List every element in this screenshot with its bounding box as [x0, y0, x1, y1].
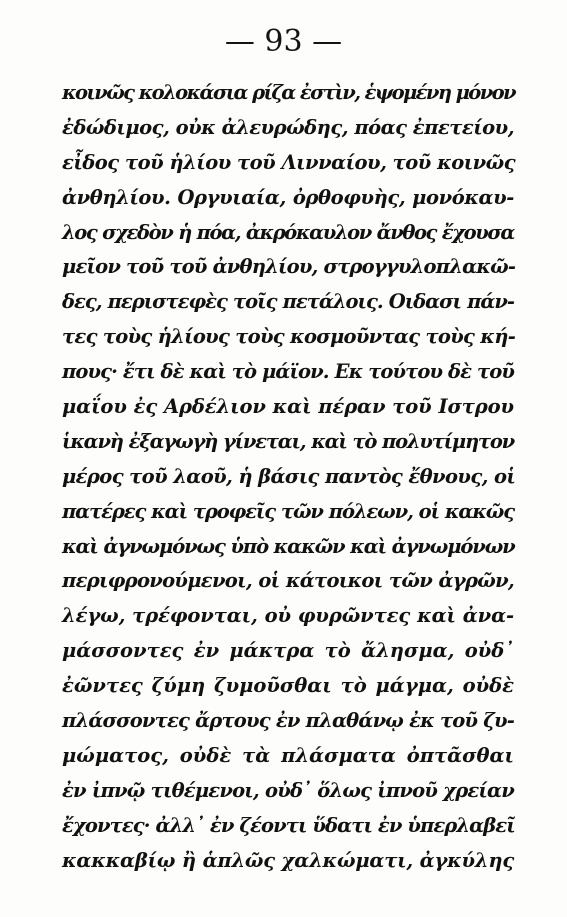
text-line: κοινῶς κολοκάσια ρίζα ἐστὶν, ἑψομένη μόνον [62, 81, 515, 104]
text-line: ἱκανὴ ἐξαγωγὴ γίνεται, καὶ τὸ πολυτίμητον [62, 429, 514, 453]
text-line: μεῖον τοῦ τοῦ ἀνθηλίου, στρογγυλοπλακῶ- [62, 255, 516, 279]
text-line: ἔχοντες· ἀλλ᾽ ἐν ζέοντι ὕδατι ἐν ὑπερλαβεῖ [62, 813, 515, 837]
text-line: μάσσοντες ἐν μάκτρα τὸ ἄλησμα, οὐδ᾽ [62, 639, 514, 663]
page-number: — 93 — [224, 24, 343, 59]
body-text [62, 76, 514, 878]
text-line: μώματος, οὐδὲ τὰ πλάσματα ὀπτᾶσθαι [62, 743, 514, 767]
text-line: ἐδώδιμος, οὐκ ἀλευρώδης, πόας ἐπετείου, [62, 115, 514, 139]
text-line: ἐν ἰπνῷ τιθέμενοι, οὐδ᾽ ὅλως ἰπνοῦ χρείαν [62, 778, 514, 802]
text-line: κακκαβίῳ ἢ ἁπλῶς χαλκώματι, ἀγκύλης [62, 848, 514, 872]
text-line: καὶ ἀγνωμόνως ὑπὸ κακῶν καὶ ἀγνωμόνων [62, 534, 515, 558]
text-line: ἐῶντες ζύμη ζυμοῦσθαι τὸ μάγμα, οὐδὲ [62, 674, 514, 698]
text-line: εἶδος τοῦ ἡλίου τοῦ Λινναίου, τοῦ κοινῶς [62, 150, 516, 174]
text-line: λος σχεδὸν ἡ πόα, ἀκρόκαυλον ἄνθος ἔχουσα [62, 220, 514, 244]
text-line: λέγω, τρέφονται, οὐ φυρῶντες καὶ ἀνα- [62, 604, 514, 628]
text-line: πους· ἔτι δὲ καὶ τὸ μάϊον. Εκ τούτου δὲ τοῦ [62, 360, 514, 384]
text-line: πλάσσοντες ἄρτους ἐν πλαθάνῳ ἐκ τοῦ ζυ- [62, 709, 514, 733]
text-line: δες, περιστεφὲς τοῖς πετάλοις. Οιδασι πάν- [62, 290, 514, 314]
text-line: μέρος τοῦ λαοῦ, ἡ βάσις παντὸς ἔθνους, οἱ [62, 464, 516, 488]
text-line: τες τοὺς ἡλίους τοὺς κοσμοῦντας τοὺς κή- [62, 325, 516, 349]
text-line: πατέρες καὶ τροφεῖς τῶν πόλεων, οἱ κακῶς [62, 499, 514, 523]
text-line: περιφρονούμενοι, οἱ κάτοικοι τῶν ἀγρῶν, [62, 569, 514, 593]
text-line: μαΐου ἐς Αρδέλιον καὶ πέραν τοῦ Ιστρου [62, 395, 514, 419]
text-line: ἀνθηλίου. Οργυιαία, ὀρθοφυὴς, μονόκαυ- [62, 185, 514, 209]
